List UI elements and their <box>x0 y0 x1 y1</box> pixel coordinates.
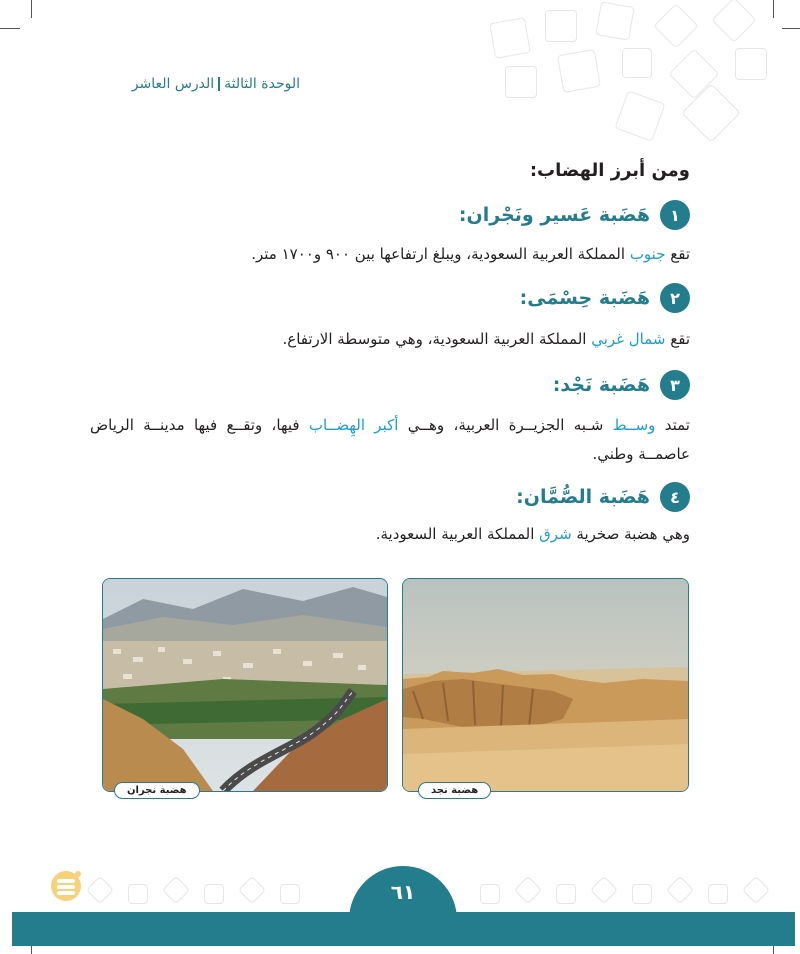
page-number: ٦١ <box>390 880 416 904</box>
section-text-asir: تقع جنوب المملكة العربية السعودية، ويبلغ ارتفاعها بين ٩٠٠ و١٧٠٠ متر. <box>251 245 690 263</box>
section-heading: هَضَبة الصُّمَّان: <box>516 486 650 508</box>
section-title-hisma <box>520 283 690 313</box>
breadcrumb <box>132 76 300 92</box>
lesson-label: الدرس العاشر <box>131 76 215 92</box>
section-title-najd <box>553 370 690 400</box>
page-heading: ومن أبرز الهضاب: <box>529 160 690 181</box>
number-badge: ٣ <box>660 370 690 400</box>
section-title-summan <box>516 482 690 512</box>
section-text-summan: وهي هضبة صخرية شرق المملكة العربية السعودية. <box>375 525 690 543</box>
section-heading: هَضَبة عَسير ونَجْران: <box>458 204 650 226</box>
section-heading: هَضَبة نَجْد: <box>552 374 650 396</box>
photo-najd <box>402 578 689 792</box>
publisher-logo-icon <box>48 868 84 904</box>
photo-najran <box>102 578 388 792</box>
crop-mark <box>773 0 774 18</box>
section-text-hisma: تقع شمال غربي المملكة العربية السعودية، وهي متوسطة الارتفاع. <box>282 330 690 348</box>
page-number-tab <box>349 866 457 946</box>
crop-mark <box>782 28 800 29</box>
photo-caption: هضبة نجد <box>418 782 491 799</box>
crop-mark <box>31 0 32 18</box>
number-badge: ١ <box>660 200 690 230</box>
crop-mark <box>0 28 20 29</box>
unit-label: الوحدة الثالثة <box>224 76 300 92</box>
photo-caption: هضبة نجران <box>114 782 200 799</box>
section-heading: هَضَبة حِسْمَى: <box>519 287 650 309</box>
number-badge: ٢ <box>660 283 690 313</box>
section-text-najd: تمتد وســط شـبه الجزيــرة العربية، وهــي أكبر الهِضــاب فيها، وتقــع فيها مدينــة الرياض عاصمــة وطني. <box>90 416 690 463</box>
section-title-asir <box>459 200 690 230</box>
breadcrumb-separator <box>218 77 220 91</box>
number-badge: ٤ <box>660 482 690 512</box>
